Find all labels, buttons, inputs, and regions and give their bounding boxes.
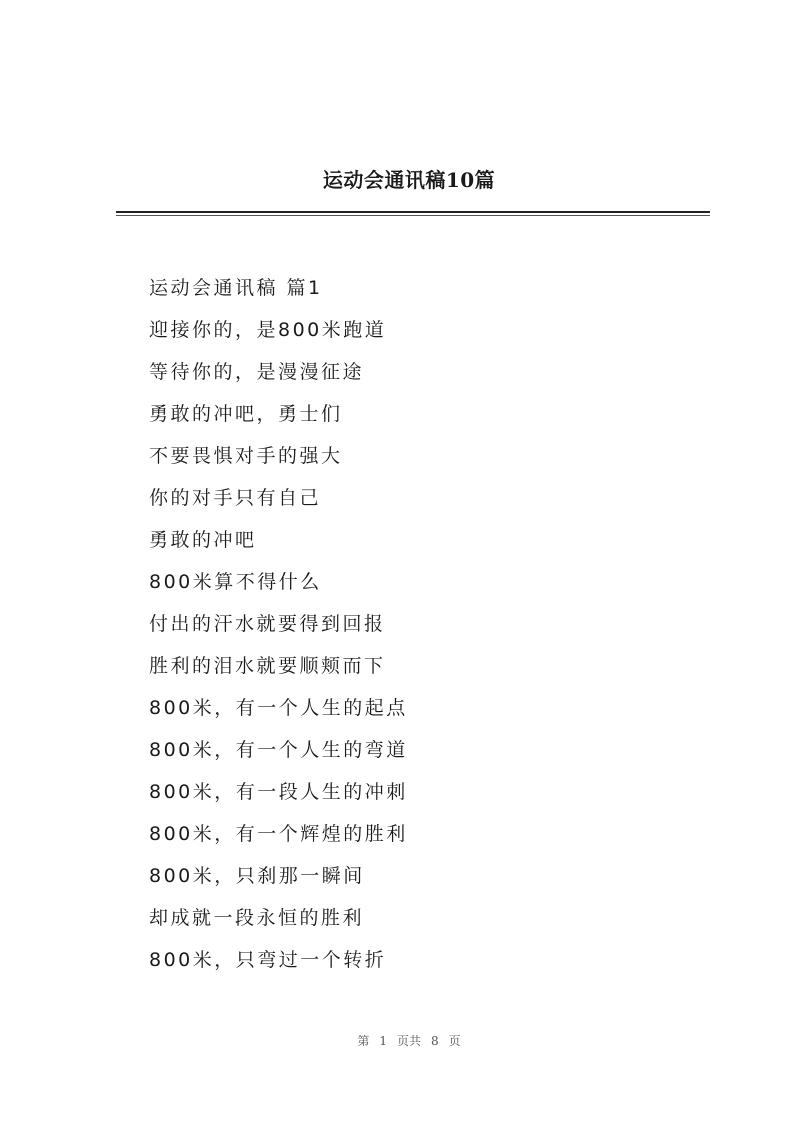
poem-line: 勇敢的冲吧，勇士们 — [149, 403, 343, 425]
poem-line: 胜利的泪水就要顺颊而下 — [149, 655, 386, 677]
document-body — [149, 274, 709, 988]
footer-prefix: 第 — [357, 1034, 370, 1048]
poem-line: 800米，有一个人生的弯道 — [149, 739, 408, 761]
document-title: 运动会通讯稿10篇 — [322, 168, 496, 192]
footer-total-pages: 8 — [431, 1034, 439, 1048]
poem-line: 800米算不得什么 — [149, 571, 322, 593]
poem-line: 800米，有一个人生的起点 — [149, 697, 408, 719]
poem-line: 你的对手只有自己 — [149, 487, 322, 509]
poem-line: 付出的汗水就要得到回报 — [149, 613, 386, 635]
poem-line: 800米，只弯过一个转折 — [149, 949, 387, 971]
title-divider-thin — [116, 215, 710, 216]
title-divider-thick — [116, 211, 710, 213]
footer-mid: 页共 — [396, 1034, 421, 1048]
poem-line: 却成就一段永恒的胜利 — [149, 907, 365, 929]
poem-line: 勇敢的冲吧 — [149, 529, 257, 551]
page-footer — [0, 1032, 800, 1049]
poem-line: 800米，有一个辉煌的胜利 — [149, 823, 408, 845]
poem-line: 800米，有一段人生的冲刺 — [149, 781, 408, 803]
footer-suffix: 页 — [448, 1034, 461, 1048]
poem-line: 迎接你的，是800米跑道 — [149, 319, 387, 341]
footer-current-page: 1 — [379, 1034, 387, 1048]
poem-line: 800米，只刹那一瞬间 — [149, 865, 365, 887]
section-heading: 运动会通讯稿 篇1 — [149, 277, 323, 299]
poem-line: 等待你的，是漫漫征途 — [149, 361, 365, 383]
poem-line: 不要畏惧对手的强大 — [149, 445, 343, 467]
